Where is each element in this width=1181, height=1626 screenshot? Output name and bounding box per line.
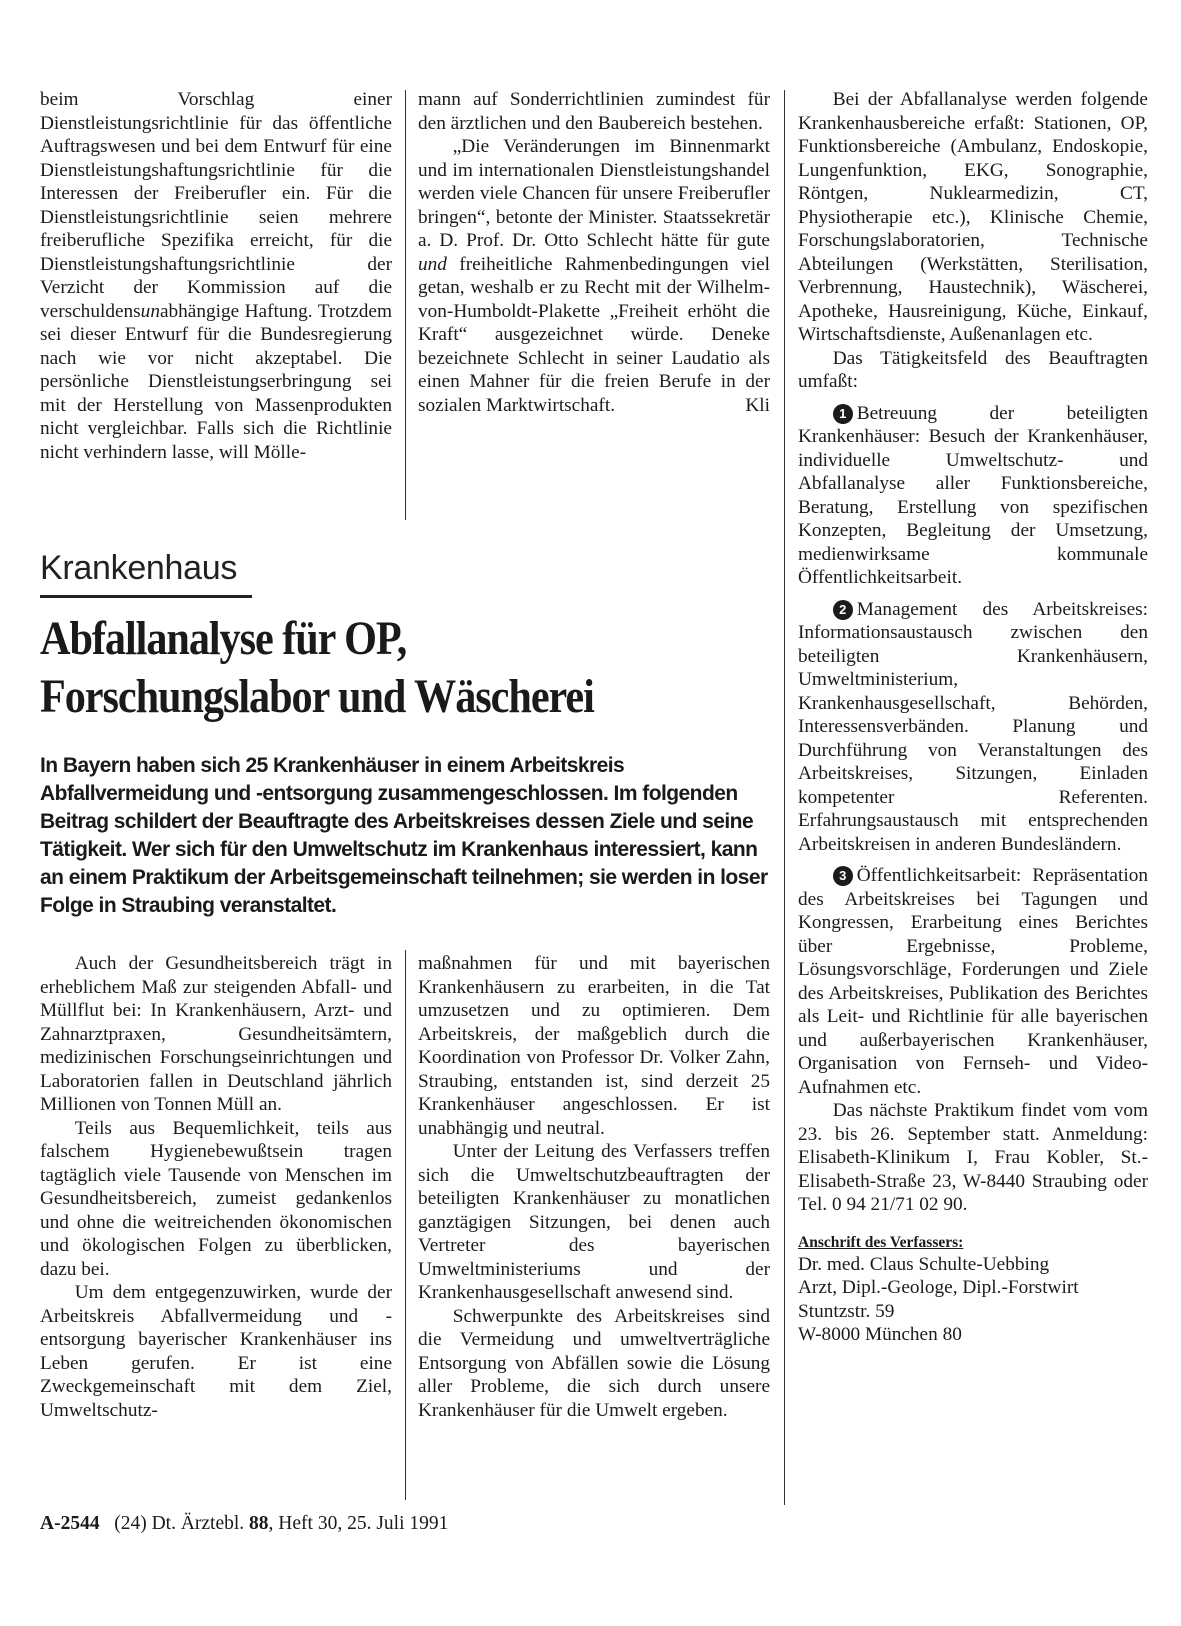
italic-run: un bbox=[140, 300, 160, 322]
paragraph: Um dem entgegenzuwirken, wurde der Arbeitskreis Abfallvermeidung und -entsorgung bayerischer Krankenhäuser ins Leben gerufen. Er ist eine Zweckgemeinschaft mit dem Ziel, Umweltschutz- bbox=[40, 1282, 392, 1421]
paragraph: Das Tätigkeitsfeld des Beauftragten umfaßt: bbox=[798, 347, 1148, 392]
article-continuation-col2 bbox=[418, 88, 770, 417]
section-kicker: Krankenhaus bbox=[40, 549, 238, 587]
text-run: freiheitliche Rahmenbedingungen viel getan, weshalb er zu Recht mit der Wilhelm-von-Humboldt-Plakette „Freiheit erhöht die Kraft“ ausgezeichnet würde. Deneke bezeichnete Schlecht in seiner Laudatio als einen Mahner für die freien Berufe in der sozialen Marktwirtschaft. bbox=[418, 253, 770, 416]
kicker-underline bbox=[40, 595, 252, 598]
column-divider bbox=[405, 90, 406, 520]
paragraph: maßnahmen für und mit bayerischen Krankenhäusern zu erarbeiten, in die Tat umzusetzen und zu optimieren. Dem Arbeitskreis, der maßgeblich durch die Koordination von Professor Dr. Volker Zahn, Straubing, entstanden ist, sind derzeit 25 Krankenhäuser angeschlossen. Er ist unabhängig und neutral. bbox=[418, 953, 770, 1139]
list-item bbox=[798, 402, 1148, 590]
volume-number: 88 bbox=[249, 1513, 269, 1534]
paragraph: Bei der Abfallanalyse werden folgende Krankenhausbereiche erfaßt: Stationen, OP, Funktionsbereiche (Ambulanz, Endoskopie, Lungenfunktion, EKG, Sonographie, Röntgen, Nuklearmedizin, CT, Physiotherapie etc.), Klinische Chemie, Forschungslaboratorien, Technische Abteilungen (Werkstätten, Sterilisation, Verbrennung, Haustechnik), Wäscherei, Apotheke, Hausreinigung, Küche, Einkauf, Wirtschaftsdienste, Außenanlagen etc. bbox=[798, 89, 1148, 345]
address-line: Stuntzstr. 59 bbox=[798, 1300, 895, 1322]
column-divider bbox=[405, 950, 406, 1500]
text-run: beim Vorschlag einer Dienstleistungsrichtlinie für das öffentliche Auftragswesen und bei dem Entwurf für eine Dienstleistungshaftungsrichtlinie für die Interessen der Freiberufler ein. Für die Dienstleistungsrichtlinie seien mehrere freiberufliche Spezifika erreicht, für die Dienstleistungshaftungsrichtlinie der Verzicht der Kommission auf die verschuldens bbox=[40, 89, 392, 322]
paragraph: Teils aus Bequemlichkeit, teils aus falschem Hygienebewußtsein tragen tagtäglich viele Tausende von Menschen im Gesundheitsbereich, zumeist gedankenlos und ohne die weitreichenden ökonomischen und ökologischen Folgen zu überblicken, dazu bei. bbox=[40, 1117, 392, 1280]
number-badge-icon: 2 bbox=[833, 600, 853, 620]
address-line: W-8000 München 80 bbox=[798, 1324, 962, 1345]
text-run: „Die Veränderungen im Binnenmarkt und im internationalen Dienstleistungshandel werden viele Chancen für unsere Freiberufler bringen“, betonte der Minister. Staatssekretär a. D. Prof. Dr. Otto Schlecht hätte für gute bbox=[418, 136, 770, 251]
paragraph bbox=[418, 135, 770, 417]
paragraph: Schwerpunkte des Arbeitskreises sind die Vermeidung und umweltverträgliche Entsorgung von Abfällen sowie die Lösung aller Probleme, die sich durch unsere Krankenhäuser für die Umwelt ergeben. bbox=[418, 1305, 770, 1421]
author-address-label: Anschrift des Verfassers: bbox=[798, 1233, 964, 1251]
author-initials: Kli bbox=[745, 394, 770, 416]
paragraph: Auch der Gesundheitsbereich trägt in erheblichem Maß zur steigenden Abfall- und Müllflut bei: In Krankenhäusern, Arzt- und Zahnarztpraxen, Gesundheitsämtern, medizinischen Forschungseinrichtungen und Laboratorien fallen in Deutschland jährlich Millionen von Tonnen Müll an. bbox=[40, 953, 392, 1115]
headline-line: Forschungslabor und Wäscherei bbox=[40, 670, 594, 723]
article-body-col2 bbox=[418, 952, 770, 1422]
paragraph bbox=[40, 88, 392, 464]
number-badge-icon: 3 bbox=[833, 866, 853, 886]
headline-line: Abfallanalyse für OP, bbox=[40, 612, 407, 665]
column-divider bbox=[784, 90, 785, 1505]
article-continuation-col1 bbox=[40, 88, 392, 464]
journal-citation: (24) Dt. Ärztebl. bbox=[114, 1513, 250, 1534]
italic-run: und bbox=[418, 253, 447, 275]
paragraph: Das nächste Praktikum findet vom vom 23. bis 26. September statt. Anmeldung: Elisabeth-Klinikum I, Frau Kobler, St.-Elisabeth-Straße 23, W-8440 Straubing oder Tel. 0 94 21/71 02 90. bbox=[798, 1100, 1148, 1215]
article-body-col3 bbox=[798, 88, 1148, 1347]
page-number: A-2544 bbox=[40, 1513, 100, 1534]
paragraph: mann auf Sonderrichtlinien zumindest für den ärztlichen und den Baubereich bestehen. bbox=[418, 89, 770, 134]
text-run: Öffentlichkeitsarbeit: Repräsentation des Arbeitskreises bei Tagungen und Kongressen, Erarbeitung eines Berichtes über Ergebnisse, Probleme, Lösungsvorschläge, Forderungen und Ziele des Arbeitskreises, Publikation des Berichtes als Leit- und Richtlinie für alle bayerischen und außerbayerischen Krankenhäuser, Organisation von Fernseh- und Video-Aufnahmen etc. bbox=[798, 865, 1148, 1098]
list-item bbox=[798, 598, 1148, 857]
issue-date: , Heft 30, 25. Juli 1991 bbox=[268, 1513, 449, 1534]
list-item bbox=[798, 864, 1148, 1099]
text-run: abhängige Haftung. Trotzdem sei dieser Entwurf für die Bundesregierung nach wie vor nicht akzeptabel. Die persönliche Dienstleistungserbringung sei mit der Herstellung von Massenprodukten nicht vergleichbar. Falls sich die Richtlinie nicht verhindern lasse, will Mölle- bbox=[40, 300, 392, 463]
paragraph: Unter der Leitung des Verfassers treffen sich die Umweltschutzbeauftragten der beteiligten Krankenhäuser zu monatlichen ganztägigen Sitzungen, bei denen auch Vertreter des bayerischen Umweltministeriums und der Krankenhausgesellschaft anwesend sind. bbox=[418, 1141, 770, 1303]
article-headline bbox=[40, 610, 691, 726]
text-run: Betreuung der beteiligten Krankenhäuser: Besuch der Krankenhäuser, individuelle Umweltschutz- und Abfallanalyse aller Funktionsbereiche, Beratung, Erstellung von spezifischen Konzepten, Begleitung der Umsetzung, medienwirksame kommunale Öffentlichkeitsarbeit. bbox=[798, 402, 1148, 588]
number-badge-icon: 1 bbox=[833, 404, 853, 424]
address-line: Arzt, Dipl.-Geologe, Dipl.-Forstwirt bbox=[798, 1277, 1079, 1298]
page-footer bbox=[40, 1512, 448, 1536]
article-body-col1 bbox=[40, 952, 392, 1422]
text-run: Management des Arbeitskreises: Informationsaustausch zwischen den beteiligten Krankenhäusern, Umweltministerium, Krankenhausgesellschaft, Behörden, Interessensverbänden. Planung und Durchführung von Veranstaltungen des Arbeitskreises, Sitzungen, Einladen kompetenter Referenten. Erfahrungsaustausch mit entsprechenden Arbeitskreisen in anderen Bundesländern. bbox=[798, 598, 1148, 855]
article-lead: In Bayern haben sich 25 Krankenhäuser in einem Arbeitskreis Abfallvermeidung und -entsorgung zusammengeschlossen. Im folgenden Beitrag schildert der Beauftragte des Arbeitskreises dessen Ziele und seine Tätigkeit. Wer sich für den Umweltschutz im Krankenhaus interessiert, kann an einem Praktikum der Arbeitsgemeinschaft teilnehmen; sie werden in loser Folge in Straubing veranstaltet. bbox=[40, 754, 768, 917]
address-line: Dr. med. Claus Schulte-Uebbing bbox=[798, 1253, 1050, 1275]
